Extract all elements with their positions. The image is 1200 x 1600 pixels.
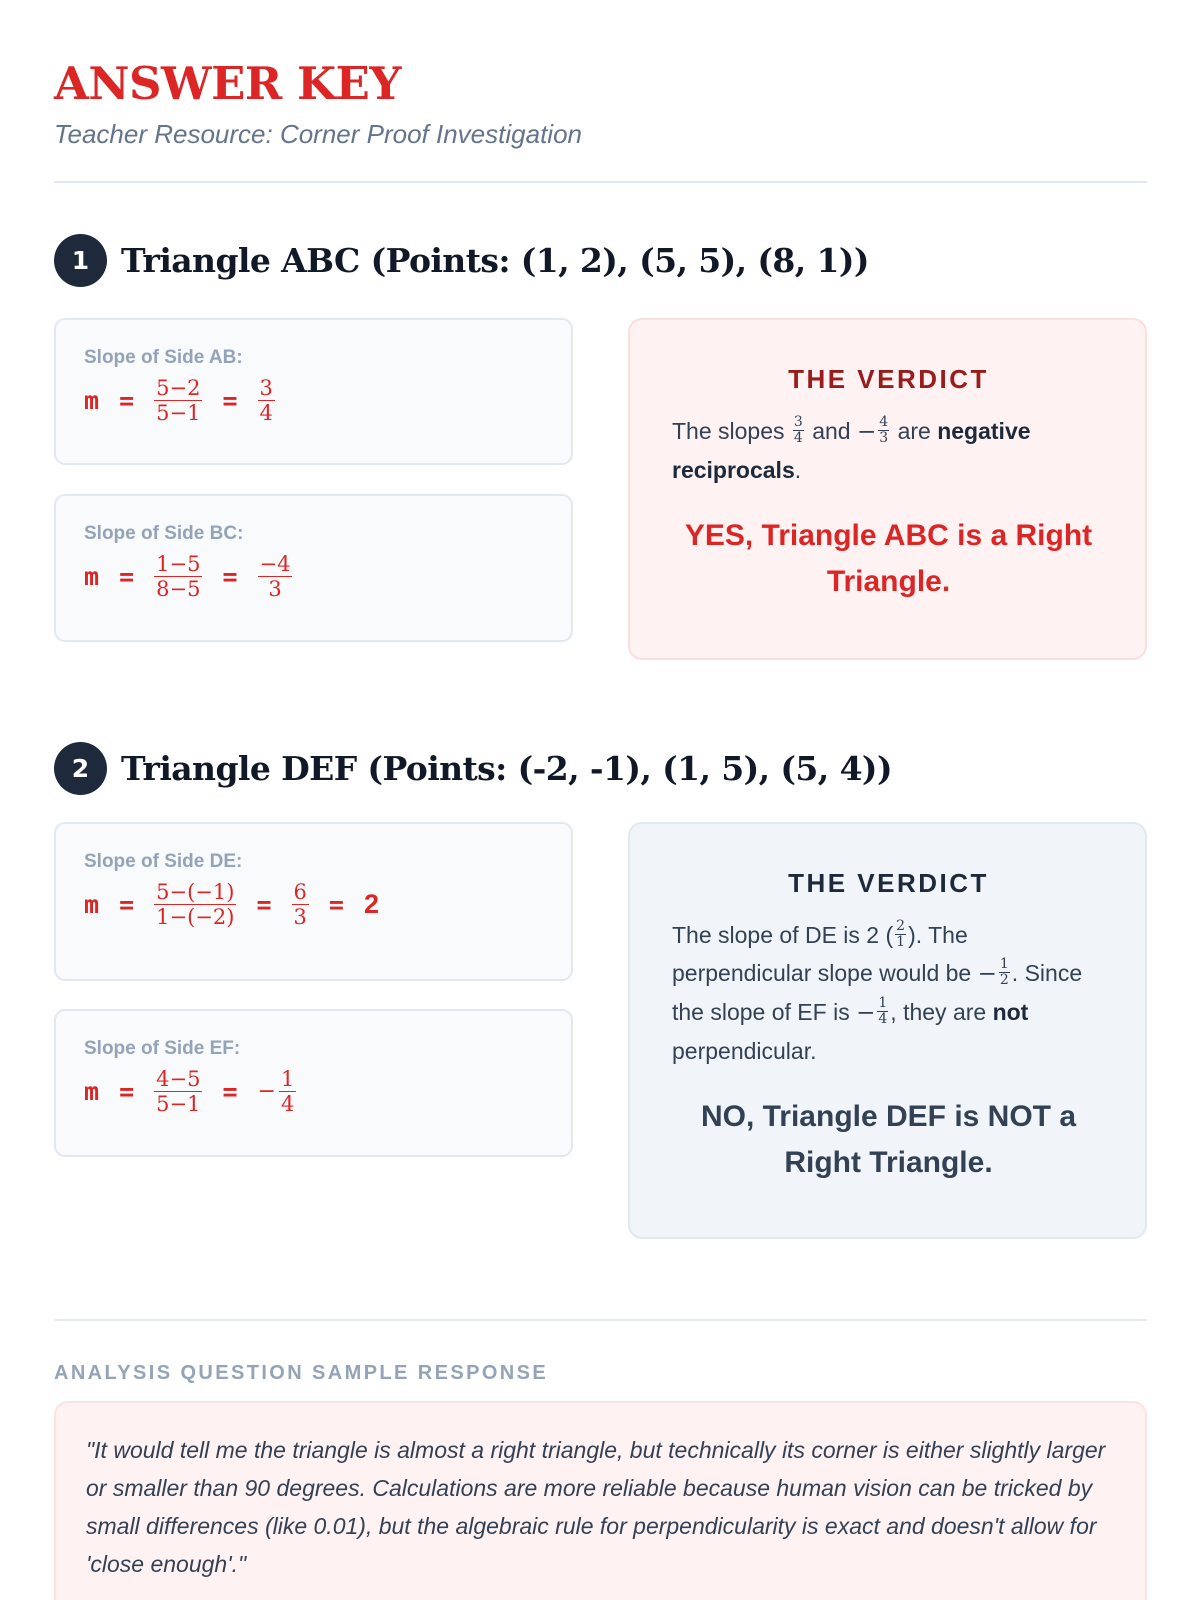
- verdict-card-def: [628, 822, 1147, 1239]
- fraction-numerator: 3: [793, 414, 803, 431]
- fraction-numerator: 4: [879, 414, 889, 431]
- fraction-denominator: 1−(−2): [156, 905, 235, 929]
- verdict-text: are: [891, 418, 938, 444]
- fraction-numerator: −4: [259, 552, 291, 576]
- page-subtitle: Teacher Resource: Corner Proof Investigation: [54, 119, 582, 149]
- minus-sign: −: [856, 419, 877, 445]
- minus-sign: −: [856, 1000, 876, 1026]
- fraction-numerator: 1−5: [156, 552, 201, 576]
- minus-sign: −: [977, 961, 997, 987]
- slope-label: Slope of Side AB:: [84, 347, 243, 368]
- analysis-divider: [54, 1319, 1147, 1321]
- verdict-heading: THE VERDICT: [788, 364, 989, 394]
- fraction-denominator: 1: [896, 934, 906, 951]
- section-title: Triangle ABC (Points: (1, 2), (5, 5), (8, 1)): [121, 241, 869, 280]
- fraction-denominator: 4: [280, 1092, 295, 1116]
- fraction-denominator: 8−5: [156, 577, 201, 601]
- analysis-response-box: [54, 1401, 1147, 1600]
- verdict-text: .: [794, 457, 802, 483]
- slope-variable: m: [84, 1077, 100, 1106]
- equals-sign: =: [222, 1077, 238, 1106]
- verdict-text: The slopes: [672, 418, 791, 444]
- fraction-numerator: 1: [999, 956, 1009, 973]
- fraction-numerator: 1: [280, 1067, 295, 1091]
- verdict-text: ). The perpendicular slope would be: [672, 922, 978, 986]
- slope-card-bc: [54, 494, 573, 642]
- difference-fraction: [154, 1067, 202, 1116]
- fraction-denominator: 3: [268, 577, 282, 601]
- section-1-heading: [54, 234, 869, 287]
- fraction-numerator: 2: [896, 918, 906, 935]
- slope-card-ab: [54, 318, 573, 465]
- equals-sign: =: [222, 562, 238, 591]
- fraction-denominator: 4: [793, 430, 803, 447]
- slope-card-ef: [54, 1009, 573, 1157]
- inline-fraction: [878, 415, 889, 446]
- inline-fraction: [999, 957, 1010, 988]
- difference-fraction: [154, 880, 236, 929]
- slope-label: Slope of Side EF:: [84, 1038, 241, 1059]
- verdict-emphasis: negative reciprocals: [672, 418, 1031, 483]
- difference-fraction: [154, 376, 202, 425]
- section-title: Triangle DEF (Points: (-2, -1), (1, 5), (5, 4)): [121, 749, 892, 788]
- slope-card-de: [54, 822, 573, 981]
- fraction-denominator: 5−1: [156, 401, 201, 425]
- equals-sign: =: [119, 890, 135, 919]
- analysis-label: ANALYSIS QUESTION SAMPLE RESPONSE: [54, 1362, 549, 1384]
- fraction-numerator: 4−5: [156, 1067, 201, 1091]
- analysis-response-text: "It would tell me the triangle is almost a right triangle, but technically its corner is either slightly larger or smaller than 90 degrees. Calculations are more reliable because human vision can be tricked by small differences (like 0.01), but the algebraic rule for perpendicularity is exact and doesn't allow for 'close enough'.": [86, 1437, 1106, 1577]
- difference-fraction: [154, 552, 202, 601]
- verdict-conclusion: YES, Triangle ABC is a Right Triangle.: [684, 519, 1093, 598]
- equals-sign: =: [119, 386, 135, 415]
- slope-label: Slope of Side BC:: [84, 523, 244, 544]
- inline-fraction: [793, 415, 804, 446]
- equals-sign: =: [222, 386, 238, 415]
- equals-sign: =: [119, 562, 135, 591]
- verdict-text: . Since the slope of EF is: [672, 960, 1083, 1025]
- inline-fraction: [895, 919, 906, 950]
- slope-result: 2: [363, 889, 379, 919]
- page-title: ANSWER KEY: [54, 57, 401, 110]
- slope-equation: [84, 1067, 543, 1116]
- fraction-denominator: 3: [879, 430, 889, 447]
- fraction-denominator: 3: [293, 905, 307, 929]
- verdict-conclusion: NO, Triangle DEF is NOT a Right Triangle.: [700, 1100, 1077, 1179]
- page-header: [54, 58, 1147, 150]
- slope-equation: [84, 880, 543, 929]
- verdict-emphasis: not: [992, 999, 1029, 1025]
- result-fraction: [258, 552, 293, 601]
- result-fraction: [292, 880, 309, 929]
- verdict-heading: THE VERDICT: [788, 868, 989, 898]
- header-divider: [54, 181, 1147, 183]
- fraction-numerator: 6: [293, 880, 307, 904]
- inline-fraction: [877, 996, 888, 1027]
- fraction-numerator: 1: [878, 995, 888, 1012]
- verdict-card-abc: [628, 318, 1147, 660]
- section-2-heading: [54, 742, 892, 795]
- slope-equation: [84, 552, 543, 601]
- fraction-denominator: 2: [999, 972, 1009, 989]
- fraction-denominator: 4: [878, 1011, 888, 1028]
- minus-sign: −: [257, 1079, 276, 1104]
- verdict-text: The slope of DE is 2 (: [672, 922, 894, 948]
- section-number-badge: 1: [54, 234, 107, 287]
- fraction-denominator: 4: [259, 401, 273, 425]
- section-number-badge: 2: [54, 742, 107, 795]
- result-fraction: [279, 1067, 296, 1116]
- slope-label: Slope of Side DE:: [84, 851, 243, 872]
- equals-sign: =: [119, 1077, 135, 1106]
- verdict-explanation: [672, 916, 1105, 1070]
- verdict-text: perpendicular.: [672, 1038, 817, 1064]
- verdict-text: , they are: [890, 999, 993, 1025]
- slope-equation: [84, 376, 543, 425]
- slope-variable: m: [84, 890, 100, 919]
- fraction-denominator: 5−1: [156, 1092, 201, 1116]
- fraction-numerator: 5−2: [156, 376, 201, 400]
- verdict-explanation: [672, 412, 1105, 489]
- fraction-numerator: 5−(−1): [156, 880, 235, 904]
- equals-sign: =: [328, 890, 344, 919]
- result-fraction: [258, 376, 275, 425]
- equals-sign: =: [256, 890, 272, 919]
- verdict-text: and: [805, 418, 857, 444]
- fraction-numerator: 3: [259, 376, 273, 400]
- slope-variable: m: [84, 386, 100, 415]
- slope-variable: m: [84, 562, 100, 591]
